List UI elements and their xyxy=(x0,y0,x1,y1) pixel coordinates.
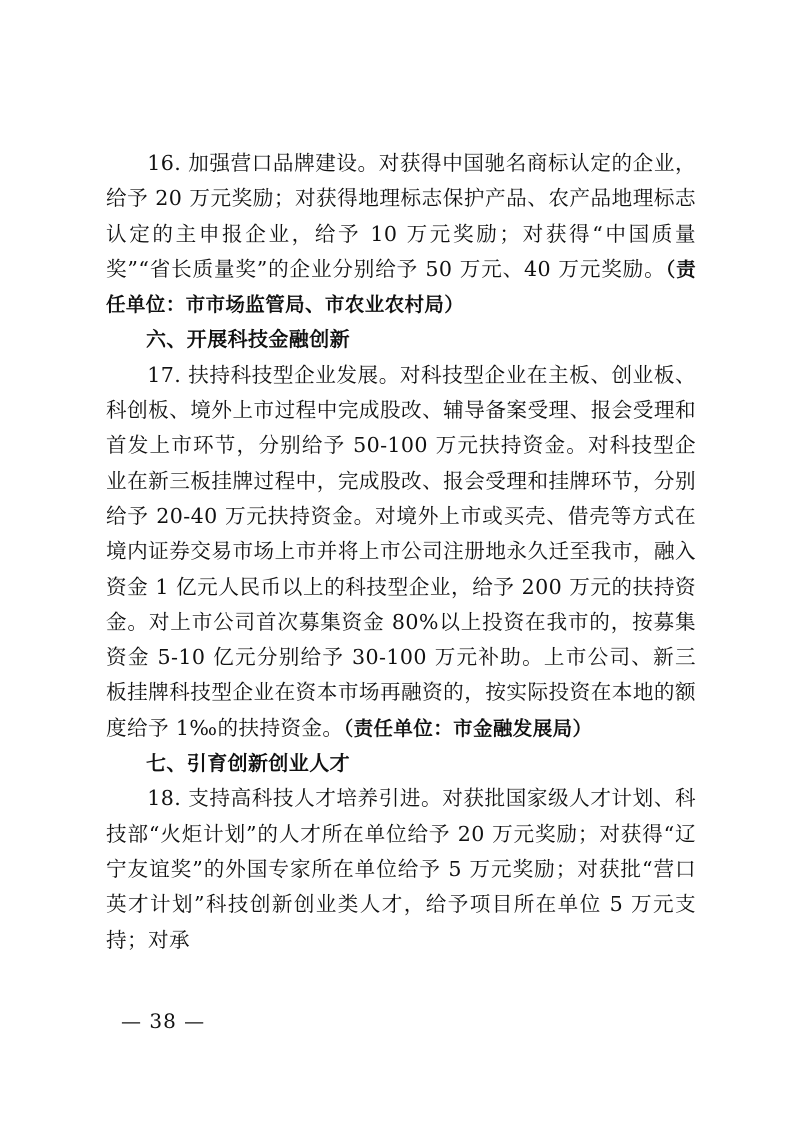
page-content xyxy=(106,146,696,958)
section-heading-6: 六、开展科技金融创新 xyxy=(146,327,350,352)
paragraph-18 xyxy=(106,781,696,957)
paragraph-text: 18. 支持高科技人才培养引进。对获批国家级人才计划、科技部“火炬计划”的人才所在单位给予 20 万元奖励；对获得“辽宁友谊奖”的外国专家所在单位给予 5 万元奖励；对获批“营口英才计划”科技创新创业类人才，给予项目所在单位 5 万元支持；对承 xyxy=(106,786,696,952)
section-heading-7: 七、引育创新创业人才 xyxy=(146,751,350,776)
paragraph-16 xyxy=(106,146,696,322)
paragraph-text: 17. 扶持科技型企业发展。对科技型企业在主板、创业板、科创板、境外上市过程中完成股改、辅导备案受理、报会受理和首发上市环节，分别给予 50-100 万元扶持资金。对科技型企业在新三板挂牌过程中，完成股改、报会受理和挂牌环节，分别给予 20-40 万元扶持资金。对境外上市或买壳、借壳等方式在境内证券交易市场上市并将上市公司注册地永久迁至我市，融入资金 1 亿元人民币以上的科技型企业，给予 200 万元的扶持资金。对上市公司首次募集资金 80%以上投资在我市的，按募集资金 5-10 亿元分别给予 30-100 万元补助。上市公司、新三板挂牌科技型企业在资本市场再融资的，按实际投资在本地的额度给予 1‰的扶持资金。 xyxy=(106,362,696,740)
responsibility-note: （责任单位：市市场监管局、市农业农村局） xyxy=(106,257,696,317)
paragraph-17 xyxy=(106,358,696,746)
responsibility-note: （责任单位：市金融发展局） xyxy=(343,716,593,740)
paragraph-text: 16. 加强营口品牌建设。对获得中国驰名商标认定的企业，给予 20 万元奖励；对获得地理标志保护产品、农产品地理标志认定的主申报企业，给予 10 万元奖励；对获得“中国质量奖”“省长质量奖”的企业分别给予 50 万元、40 万元奖励。 xyxy=(106,151,696,281)
page-number: — 38 — xyxy=(121,1009,206,1033)
